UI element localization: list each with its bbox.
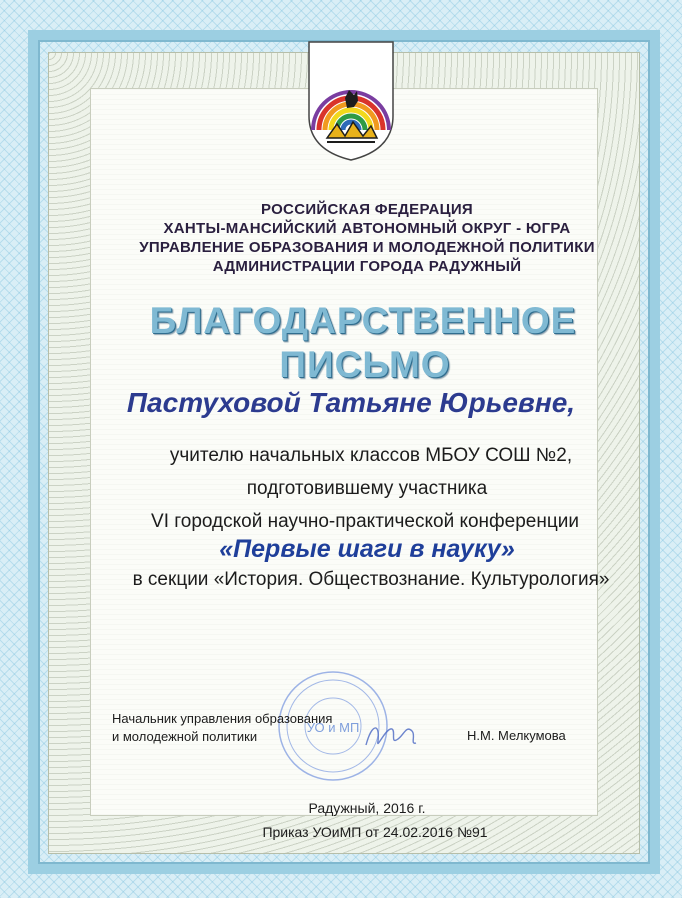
body-text-line: подготовившему участника bbox=[246, 478, 488, 499]
signatory-position-line1: Начальник управления образования bbox=[112, 711, 333, 726]
certificate-title: БЛАГОДАРСТВЕННОЕ bbox=[149, 300, 577, 341]
coat-of-arms-icon bbox=[305, 38, 397, 162]
event-name: «Первые шаги в науку» bbox=[219, 535, 515, 563]
body-text-line: учителю начальных классов МБОУ СОШ №2, bbox=[169, 445, 573, 466]
header-line-region: ХАНТЫ-МАНСИЙСКИЙ АВТОНОМНЫЙ ОКРУГ - ЮГРА bbox=[163, 220, 571, 237]
signatory-name: Н.М. Мелкумова bbox=[467, 728, 566, 743]
certificate-title-line2: ПИСЬМО bbox=[279, 344, 451, 385]
stamp-text: УО и МП bbox=[306, 720, 360, 735]
header-line-department: УПРАВЛЕНИЕ ОБРАЗОВАНИЯ И МОЛОДЕЖНОЙ ПОЛИТИКИ bbox=[139, 239, 595, 256]
body-text-line: в секции «История. Обществознание. Культурология» bbox=[132, 569, 610, 590]
recipient-name: Пастуховой Татьяне Юрьевне, bbox=[126, 387, 576, 418]
header-line-country: РОССИЙСКАЯ ФЕДЕРАЦИЯ bbox=[260, 201, 473, 218]
signature bbox=[360, 715, 420, 755]
order-reference: Приказ УОиМП от 24.02.2016 №91 bbox=[262, 824, 488, 840]
signatory-position-line2: и молодежной политики bbox=[112, 729, 258, 744]
place-and-year: Радужный, 2016 г. bbox=[308, 800, 426, 816]
body-text-line: VI городской научно-практической конференции bbox=[151, 511, 579, 532]
signatory-position bbox=[112, 710, 332, 746]
header-line-administration: АДМИНИСТРАЦИИ ГОРОДА РАДУЖНЫЙ bbox=[212, 258, 522, 275]
